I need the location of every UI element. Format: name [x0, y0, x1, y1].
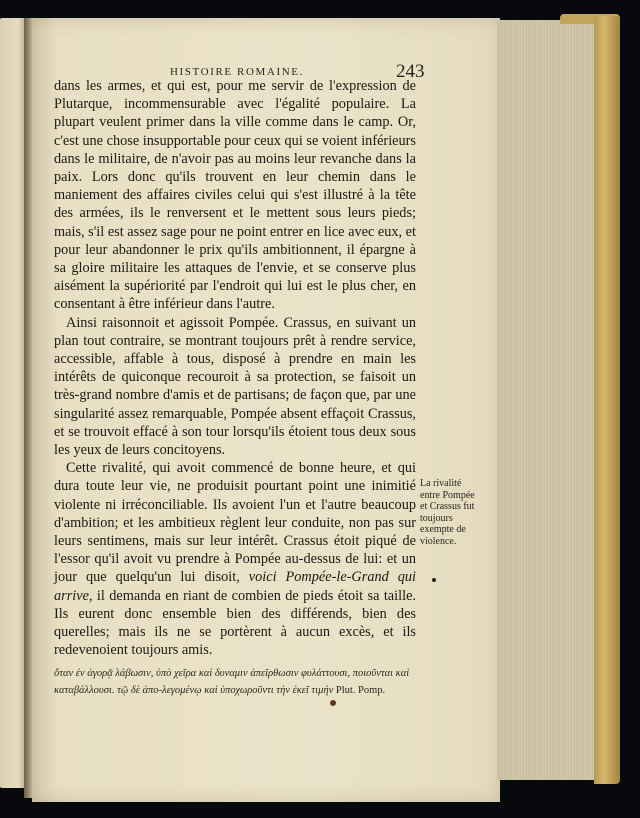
main-text: [54, 77, 416, 660]
ink-stain: [330, 700, 336, 706]
ink-mark: [432, 578, 436, 582]
page-number: 243: [396, 61, 425, 82]
footnote: [54, 665, 434, 699]
paragraph: Ainsi raisonnoit et agissoit Pompée. Crassus, en suivant un plan tout contraire, se montrant toujours prêt à rendre service, accessible, affable à tous, disposé à prendre en main les intérêts de quiconque recouroit à sa protection, se faisoit un très-grand nombre d'amis et de partisans; de façon que, par une singularité assez remarquable, Pompée absent effaçoit Crassus, et se trouvoit effacé à son tour lorsqu'ils étoient tous deux sous les yeux de leurs concitoyens.: [54, 314, 416, 459]
facing-page-edge: [0, 18, 26, 788]
footnote-greek: ὅταν ἐν ἀγορᾷ λάβωσιν, ὑπὸ χεῖρα καὶ δυναμιν ἀπεῖρθωσιν φυλάττουσι, ποιοῦνται καὶ καταβάλλουσι. τῷ δὲ ἀπο-λεγομένῳ καὶ ὑποχωροῦντι τὴν ἐκεῖ τιμήν: [54, 668, 410, 696]
paragraph-text: , il demanda en riant de combien de pieds étoit sa taille. Ils eurent donc ensemble bien des différends, bien des querelles; mais ils ne se portèrent à aucun excès, et ils redevenoient toujours amis.: [54, 587, 416, 659]
paragraph: dans les armes, et qui est, pour me servir de l'expression de Plutarque, incommensurable avec l'égalité populaire. La plupart veulent primer dans la ville comme dans le camp. Or, c'est une chose insupportable pour ceux qui se voient inférieurs dans le militaire, de n'avoir pas au moins leur revanche dans la paix. Lors donc qu'ils trouvent en leur chemin dans le maniement des affaires civiles celui qui s'est illustré à la tête des armées, ils le renversent et le mettent sous leurs pieds; mais, s'il est assez sage pour ne point entrer en lice avec eux, et pour leur abandonner le prix qu'ils ambitionnent, il épargne à sa gloire militaire les attaques de l'envie, et se conserve plus aisément la supériorité par l'endroit qui lui est le plus cher, en consentant à être inférieur dans l'autre.: [54, 78, 416, 313]
footnote-source: Plut. Pomp.: [335, 685, 386, 696]
margin-note: La rivalité entre Pompée et Crassus fut toujours exempte de violence.: [420, 478, 475, 547]
book-cover-spine: [594, 16, 620, 784]
paragraph: [54, 459, 416, 659]
italic-quote: voici Pompée-le-Grand qui arrive: [54, 569, 417, 604]
paragraph-text: Cette rivalité, qui avoit commencé de bonne heure, et qui dura toute leur vie, ne produisit pourtant point une inimitié violente ni irréconciliable. Ils avoient l'un et l'autre beaucoup d'ambition; et les ambitieux règlent leur conduite, non pas sur leurs sentimens, mais sur leur intérêt. Crassus étoit piqué de l'essor qu'il avoit vu prendre à Pompée au-dessus de lui: et un jour que quelqu'un lui disoit,: [54, 460, 416, 586]
running-title: HISTOIRE ROMAINE.: [170, 66, 304, 78]
page-block-edge: [497, 20, 598, 780]
